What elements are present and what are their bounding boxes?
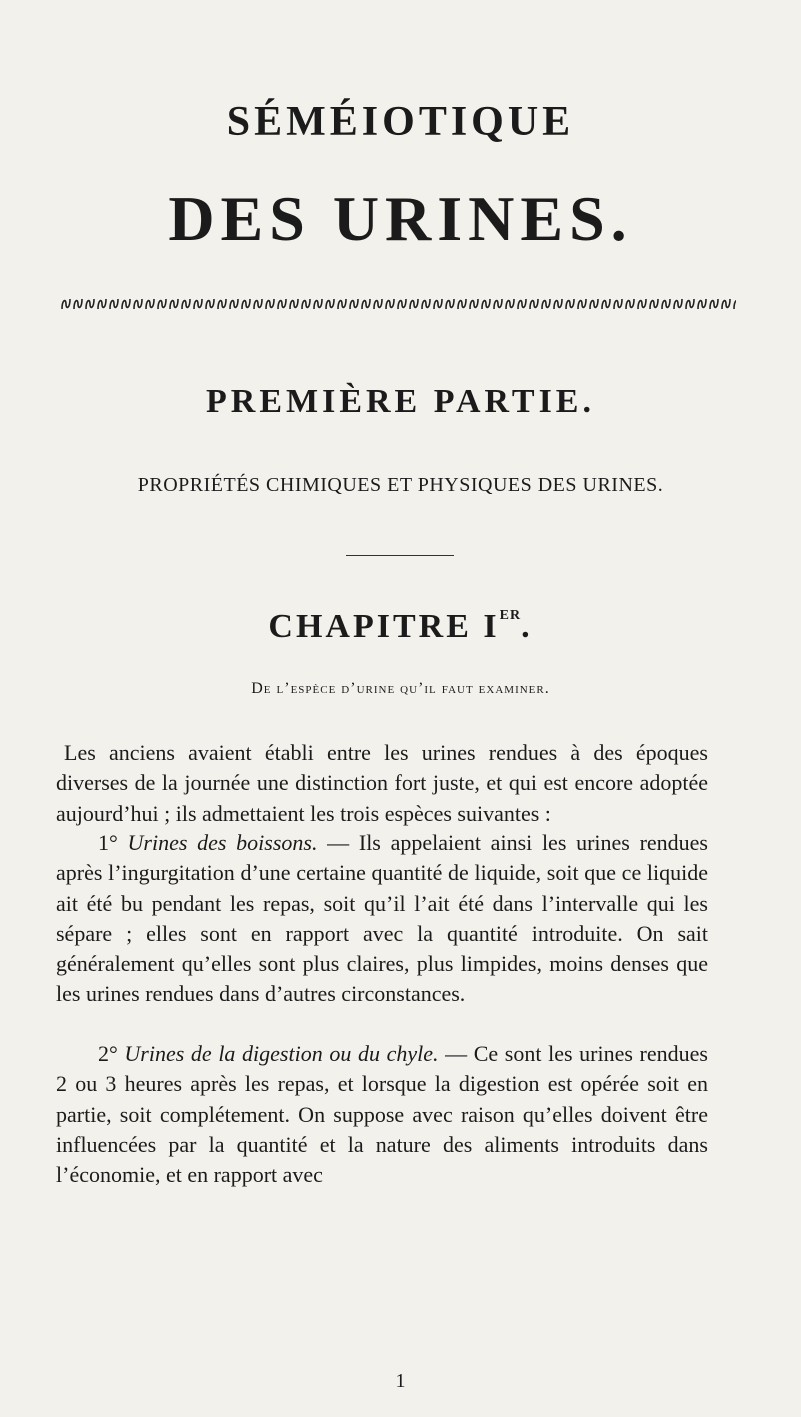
part-title: PREMIÈRE PARTIE. (206, 383, 595, 420)
item-number: 2° (98, 1041, 125, 1066)
part-subtitle: PROPRIÉTÉS CHIMIQUES ET PHYSIQUES DES URINES. (137, 474, 664, 496)
item-body: — Ce sont les urines rendues 2 ou 3 heures après les repas, et lorsque la digestion est opérée soit en partie, soit complétement. On suppose avec raison qu’elles doivent être influencées par la quantité et la nature des aliments introduits dans l’économie, et en rapport avec (56, 1041, 708, 1188)
paragraph-urines-boissons (56, 828, 708, 1010)
chapter-subtitle: De l’espèce d’urine qu’il faut examiner. (251, 680, 550, 697)
page-number: 1 (395, 1370, 406, 1392)
chapter-title (0, 608, 801, 646)
item-heading: Urines de la digestion ou du chyle. (124, 1041, 439, 1066)
ornamental-rule (60, 296, 736, 312)
item-heading: Urines des boissons. (127, 830, 318, 855)
book-title-line2: DES URINES. (168, 183, 633, 254)
chapter-title-period: . (521, 608, 533, 645)
item-number: 1° (98, 830, 128, 855)
paragraph-urines-digestion (56, 1039, 708, 1190)
chapter-title-superscript: ER (499, 608, 522, 623)
section-divider (346, 555, 454, 556)
book-title-line1: SÉMÉIOTIQUE (226, 99, 575, 145)
chapter-title-text: CHAPITRE I (268, 608, 500, 645)
item-body: — Ils appelaient ainsi les urines rendues après l’ingurgitation d’une certaine quantité de liquide, soit que ce liquide ait été bu pendant les repas, soit qu’il l’ait été dans l’intervalle qui les sépare ; elles sont en rapport avec la quantité introduite. On sait généralement qu’elles sont plus claires, plus limpides, moins denses que les urines rendues dans d’autres circonstances. (56, 830, 708, 1007)
paragraph-intro: Les anciens avaient établi entre les urines rendues à des époques diverses de la journée une distinction fort juste, et qui est encore adoptée aujourd’hui ; ils admettaient les trois espèces suivantes : (56, 740, 708, 826)
